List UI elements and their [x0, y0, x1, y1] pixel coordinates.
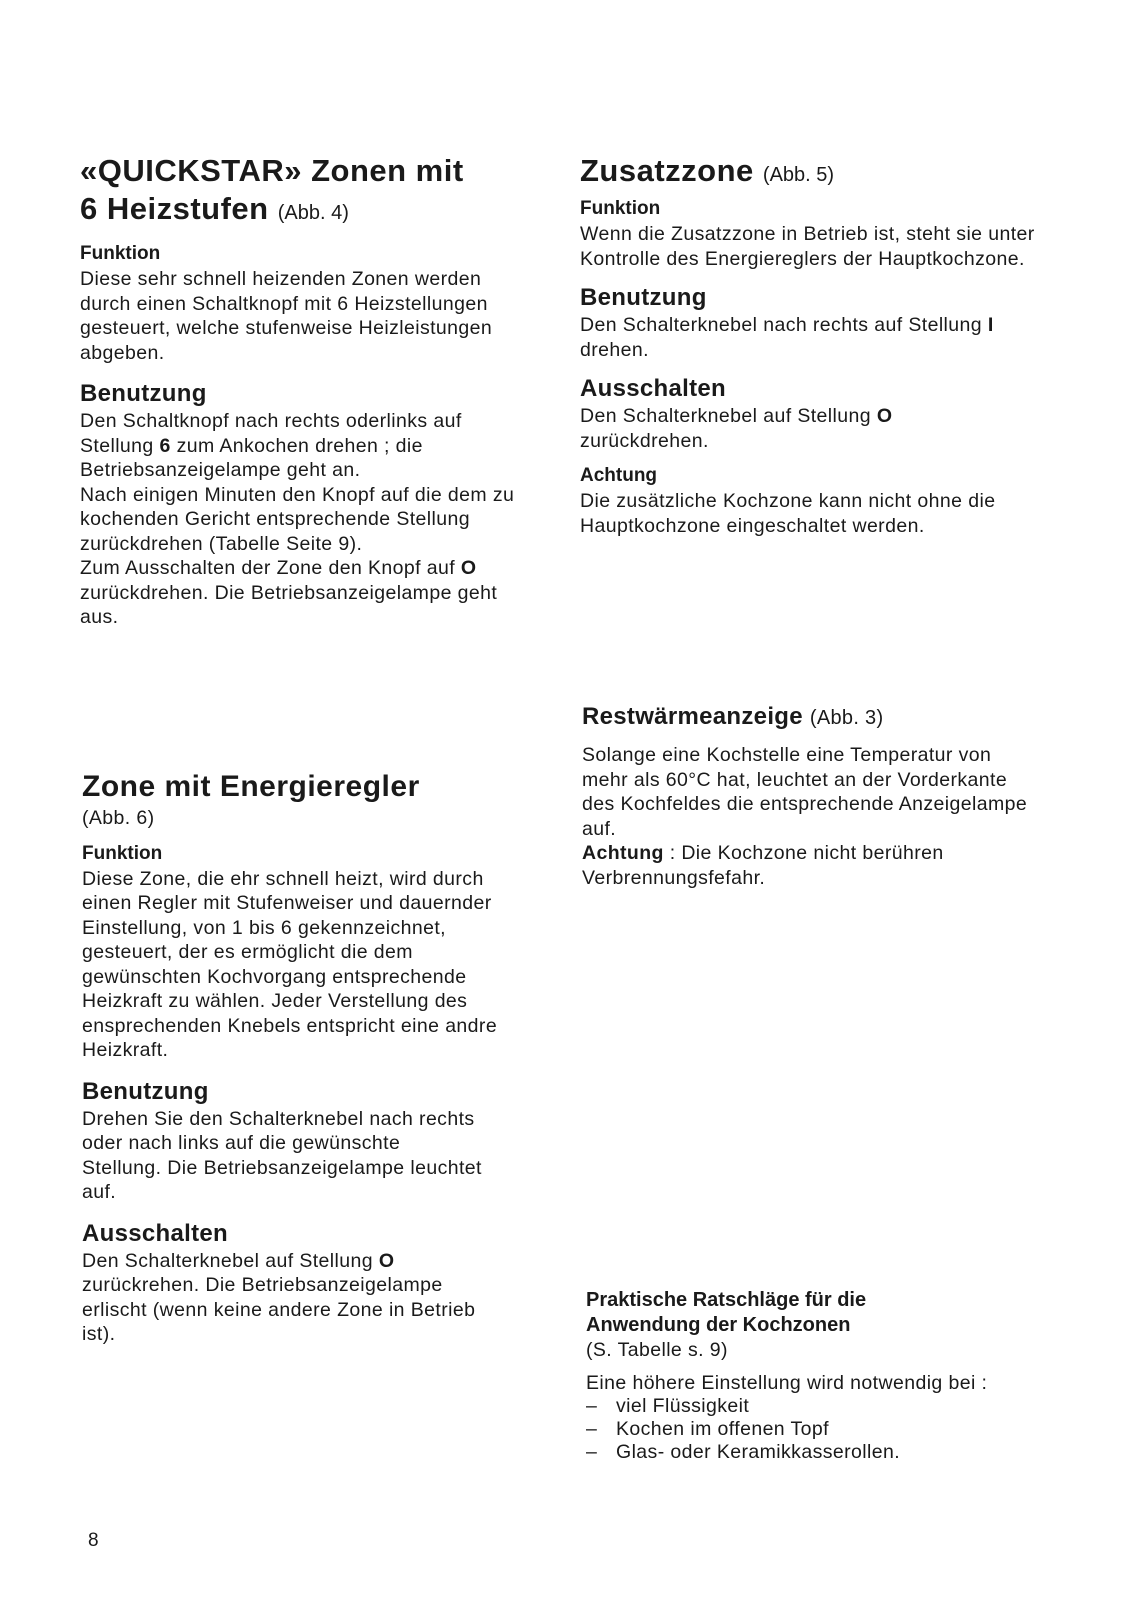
bold-value: I [987, 314, 994, 336]
restwaerme-section [582, 702, 1042, 890]
restwaerme-text: Solange eine Kochstelle eine Temperatur von mehr als 60°C hat, leuchtet an der Vorderkante des Kochfeldes die entsprechende Anzeigelampe auf. [582, 744, 1028, 840]
restwaerme-abb: (Abb. 3) [809, 707, 884, 729]
quickstar-abb: (Abb. 4) [277, 202, 349, 224]
zusatzzone-section [580, 152, 1040, 538]
quickstar-title-line2: 6 Heizstufen [80, 191, 269, 226]
quickstar-title [80, 152, 550, 232]
restwaerme-achtung [582, 841, 1032, 890]
restwaerme-title [582, 702, 1042, 733]
quickstar-title-line1: «QUICKSTAR» Zonen mit [80, 153, 464, 188]
zusatzzone-funktion-heading: Funktion [580, 198, 661, 219]
text-run: Zum Ausschalten der Zone den Knopf auf [80, 557, 461, 579]
quickstar-section [80, 152, 550, 630]
list-item: – viel Flüssigkeit [586, 1395, 1046, 1418]
energieregler-section [82, 768, 552, 1347]
zusatzzone-achtung-heading: Achtung [580, 465, 658, 486]
zusatzzone-benutzung-text [580, 313, 1000, 362]
zusatzzone-title [580, 152, 1040, 194]
text-run: Den Schalterknebel nach rechts auf Stellung [580, 314, 988, 336]
restwaerme-title-text: Restwärmeanzeige [582, 703, 803, 730]
energieregler-abb: (Abb. 6) [82, 807, 155, 829]
list-item: – Kochen im offenen Topf [586, 1418, 1046, 1441]
ratschlaege-list [586, 1395, 1046, 1464]
ratschlaege-ref: (S. Tabelle s. 9) [586, 1339, 728, 1361]
energieregler-funktion-text: Diese Zone, die ehr schnell heizt, wird durch einen Regler mit Stufenweiser und dauernder Einstellung, von 1 bis 6 gekennzeichnet, gesteuert, der es ermöglicht die dem gewünschten Kochvorgang entsprechende Heizkraft zu wählen. Jeder Verstellung des ensprechenden Knebels entspricht eine andre Heizkraft. [82, 867, 498, 1061]
energieregler-benutzung-heading: Benutzung [82, 1077, 209, 1105]
text-run: zurückdrehen. [580, 429, 709, 452]
zusatzzone-abb: (Abb. 5) [762, 164, 835, 186]
quickstar-benutzung-p3 [80, 556, 510, 630]
energieregler-title: Zone mit Energieregler [82, 770, 420, 803]
ratschlaege-title-line1: Praktische Ratschläge für die [586, 1289, 867, 1311]
quickstar-benutzung-p2: Nach einigen Minuten den Knopf auf die dem zu kochenden Gericht entsprechende Stellung zurückdrehen (Tabelle Seite 9). [80, 483, 515, 555]
text-run: Den Schalterknebel auf Stellung [580, 405, 877, 427]
zusatzzone-ausschalten-text [580, 404, 980, 453]
quickstar-funktion-text: Diese sehr schnell heizenden Zonen werden durch einen Schaltknopf mit 6 Heizstellungen gesteuert, welche stufenweise Heizleistungen abgeben. [80, 268, 493, 364]
bold-value: 6 [159, 434, 171, 457]
bold-value: O [460, 557, 477, 579]
energieregler-ausschalten-heading: Ausschalten [82, 1219, 229, 1247]
ratschlaege-intro: Eine höhere Einstellung wird notwendig bei : [586, 1371, 988, 1394]
text-run: zurückrehen. Die Betriebsanzeigelampe erlischt (wenn keine andere Zone in Betrieb ist). [82, 1274, 476, 1345]
energieregler-ausschalten-text [82, 1249, 512, 1347]
achtung-text: : Die Kochzone nicht berühren Verbrennungsfefahr. [582, 842, 944, 889]
page-number: 8 [88, 1530, 99, 1551]
zusatzzone-funktion-text: Wenn die Zusatzzone in Betrieb ist, steht sie unter Kontrolle des Energiereglers der Hauptkochzone. [580, 223, 1035, 270]
text-run: zum Ankochen drehen ; die Betriebsanzeigelampe geht an. [80, 434, 423, 481]
bold-value: O [378, 1249, 395, 1272]
quickstar-benutzung-p1 [80, 409, 520, 483]
text-run: zurückdrehen. Die Betriebsanzeigelampe geht aus. [80, 581, 498, 628]
zusatzzone-benutzung-heading: Benutzung [580, 284, 707, 311]
zusatzzone-title-text: Zusatzzone [580, 153, 754, 188]
list-item: – Glas- oder Keramikkasserollen. [586, 1441, 1046, 1464]
text-run: drehen. [580, 338, 649, 361]
energieregler-funktion-heading: Funktion [82, 842, 163, 864]
energieregler-benutzung-text: Drehen Sie den Schalterknebel nach rechts oder nach links auf die gewünschte Stellung. Die Betriebsanzeigelampe leuchtet auf. [82, 1107, 482, 1203]
zusatzzone-ausschalten-heading: Ausschalten [580, 375, 727, 402]
achtung-label: Achtung [582, 842, 664, 864]
ratschlaege-title [586, 1288, 1046, 1338]
ratschlaege-section [586, 1288, 1046, 1464]
text-run: Den Schalterknebel auf Stellung [82, 1249, 379, 1272]
ratschlaege-title-line2: Anwendung der Kochzonen [586, 1314, 851, 1336]
zusatzzone-achtung-text: Die zusätzliche Kochzone kann nicht ohne die Hauptkochzone eingeschaltet werden. [580, 490, 996, 537]
quickstar-funktion-heading: Funktion [80, 243, 161, 264]
text-run: Den Schaltknopf nach rechts oderlinks auf Stellung [80, 410, 462, 457]
quickstar-benutzung-heading: Benutzung [80, 380, 207, 407]
bold-value: O [876, 405, 893, 427]
